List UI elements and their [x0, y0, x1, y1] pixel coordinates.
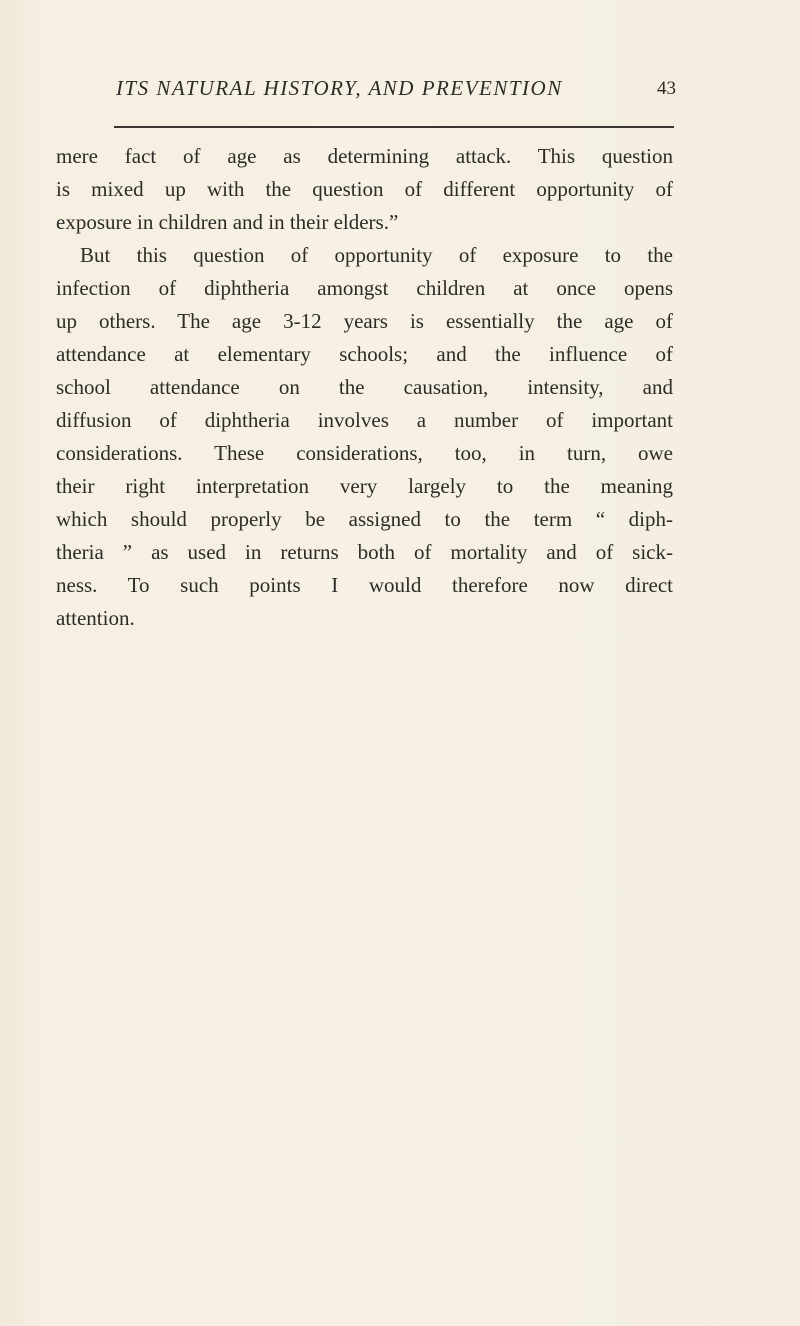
text-line: diffusion of diphtheria involves a number of important — [56, 408, 673, 432]
running-head — [116, 76, 676, 108]
running-title: ITS NATURAL HISTORY, AND PREVENTION — [116, 76, 563, 100]
text-line: attendance at elementary schools; and the influence of — [56, 342, 673, 366]
text-line: their right interpretation very largely to the meaning — [56, 474, 673, 498]
text-line: considerations. These considerations, too, in turn, owe — [56, 441, 673, 465]
text-line: which should properly be assigned to the term “ diph- — [56, 507, 673, 531]
text-line: ness. To such points I would therefore now direct — [56, 573, 673, 597]
text-line: exposure in children and in their elders.” — [56, 210, 399, 234]
page-number: 43 — [657, 78, 676, 99]
body-text — [56, 140, 673, 635]
text-line: infection of diphtheria amongst children at once opens — [56, 276, 673, 300]
text-line: is mixed up with the question of different opportunity of — [56, 177, 673, 201]
text-line: attention. — [56, 606, 135, 630]
text-line: school attendance on the causation, intensity, and — [56, 375, 673, 399]
text-line: up others. The age 3-12 years is essentially the age of — [56, 309, 673, 333]
text-line: theria ” as used in returns both of mortality and of sick- — [56, 540, 673, 564]
header-rule — [114, 126, 674, 128]
text-line: But this question of opportunity of exposure to the — [80, 243, 673, 267]
text-line: mere fact of age as determining attack. This question — [56, 144, 673, 168]
